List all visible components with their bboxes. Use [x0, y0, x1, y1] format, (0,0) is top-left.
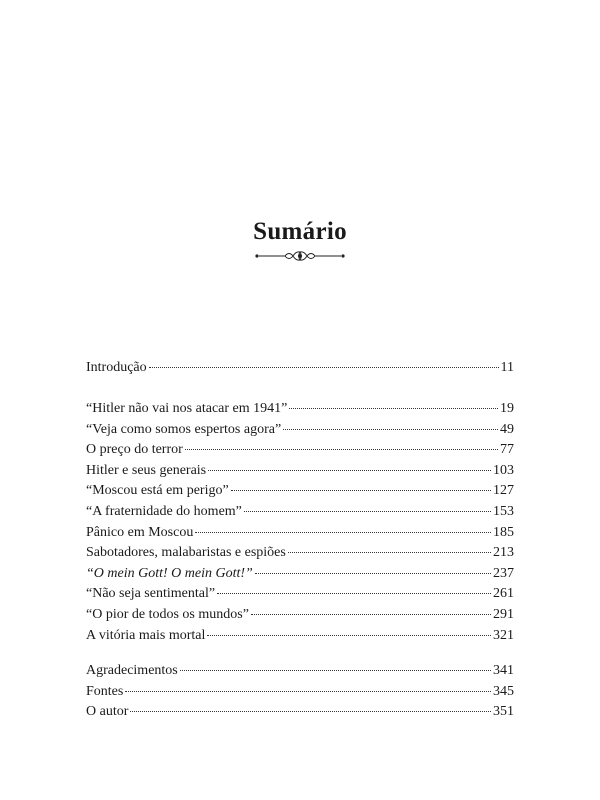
- toc-entry: [86, 399, 514, 420]
- dot-leader: [125, 691, 491, 692]
- dot-leader: [185, 449, 498, 450]
- toc-entry-title: “Veja como somos espertos agora”: [86, 421, 282, 437]
- toc-entry-page-number: 185: [493, 524, 514, 540]
- toc-entry-title: “Hitler não vai nos atacar em 1941”: [86, 401, 288, 416]
- toc-entry-page-number: 213: [493, 545, 514, 561]
- toc-entry-title: O autor: [86, 704, 129, 720]
- toc-entry: [86, 661, 514, 682]
- toc-entry: [86, 605, 514, 626]
- toc-entry-title: Pânico em Moscou: [86, 524, 194, 540]
- toc-entry-page-number: 11: [500, 360, 514, 375]
- toc-entry-page-number: 153: [493, 503, 514, 519]
- dot-leader: [217, 593, 491, 594]
- toc-entry-title: Fontes: [86, 683, 124, 699]
- dot-leader: [255, 573, 491, 574]
- toc-entry: [86, 626, 514, 647]
- toc-entry-title: “Não seja sentimental”: [86, 586, 216, 602]
- toc-entry-page-number: 237: [493, 565, 514, 581]
- toc-entry-title: “Moscou está em perigo”: [86, 483, 229, 499]
- toc-entry: [86, 461, 514, 482]
- toc-entry: [86, 682, 514, 703]
- dot-leader: [180, 670, 491, 671]
- dot-leader: [149, 367, 499, 368]
- toc-entry-page-number: 77: [500, 442, 514, 458]
- toc-entry-title: “O mein Gott! O mein Gott!”: [86, 565, 253, 581]
- toc-entry: [86, 523, 514, 544]
- toc-entry-page-number: 291: [493, 606, 514, 622]
- dot-leader: [283, 429, 498, 430]
- dot-leader: [289, 408, 498, 409]
- toc-entry-page-number: 127: [493, 483, 514, 499]
- toc-section-backmatter: [86, 661, 514, 723]
- dot-leader: [288, 552, 491, 553]
- toc-entry: [86, 584, 514, 605]
- dot-leader: [251, 614, 491, 615]
- page-title: Sumário: [253, 218, 347, 245]
- dot-leader: [207, 635, 491, 636]
- toc-entry-page-number: 103: [493, 462, 514, 478]
- toc-entry-title: O preço do terror: [86, 442, 183, 458]
- toc-entry-page-number: 19: [500, 401, 514, 416]
- toc-entry-title: A vitória mais mortal: [86, 627, 206, 643]
- toc-entry-title: Sabotadores, malabaristas e espiões: [86, 545, 286, 561]
- toc-entry: [86, 481, 514, 502]
- toc-entry-title: Introdução: [86, 360, 147, 375]
- dot-leader: [195, 532, 491, 533]
- toc-section-chapters: [86, 399, 514, 646]
- toc-entry-title: Hitler e seus generais: [86, 462, 207, 478]
- dot-leader: [130, 711, 491, 712]
- toc-entry-page-number: 351: [493, 704, 514, 720]
- toc-entry: [86, 440, 514, 461]
- toc-entry: [86, 358, 514, 379]
- toc-section-intro: [86, 358, 514, 379]
- decorative-flourish-icon: [253, 249, 347, 263]
- toc-entry: [86, 543, 514, 564]
- dot-leader: [208, 470, 491, 471]
- toc-entry-title: “O pior de todos os mundos”: [86, 606, 249, 622]
- toc-entry: [86, 564, 514, 585]
- toc-entry-page-number: 321: [493, 627, 514, 643]
- toc-entry: [86, 702, 514, 723]
- toc-entry: [86, 502, 514, 523]
- toc-entry-page-number: 49: [500, 421, 514, 437]
- toc-entry: [86, 420, 514, 441]
- dot-leader: [231, 490, 491, 491]
- toc-entry-page-number: 261: [493, 586, 514, 602]
- toc-entry-title: Agradecimentos: [86, 663, 178, 678]
- dot-leader: [244, 511, 491, 512]
- toc-entry-title: “A fraternidade do homem”: [86, 503, 242, 519]
- toc-entry-page-number: 341: [493, 663, 514, 678]
- toc-entry-page-number: 345: [493, 683, 514, 699]
